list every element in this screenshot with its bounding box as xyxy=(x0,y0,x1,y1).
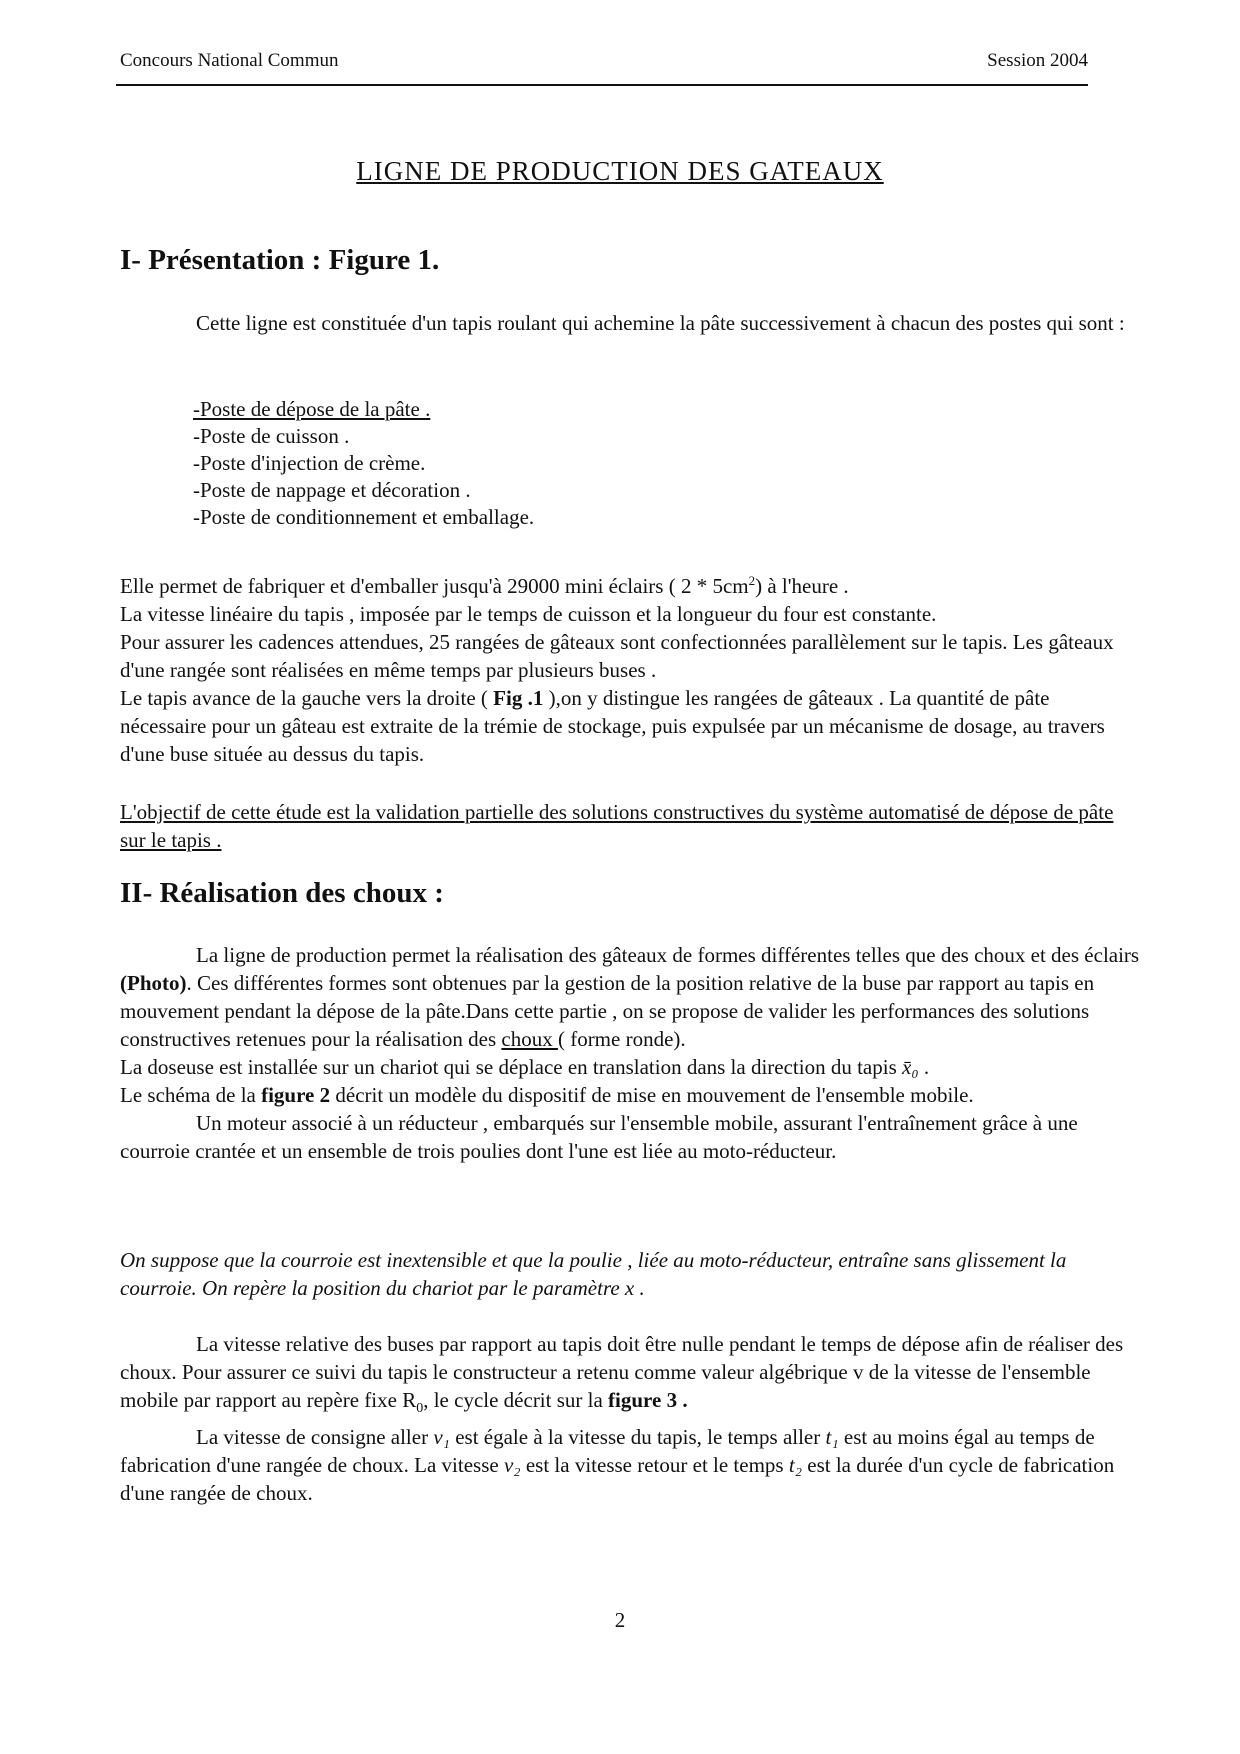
paragraph: Un moteur associé à un réducteur , embarqués sur l'ensemble mobile, assurant l'entraînement grâce à une courroie crantée et un ensemble de trois poulies dont l'une est liée au moto-réducteur. xyxy=(120,1111,1078,1163)
paragraph: La doseuse est installée sur un chariot qui se déplace en translation dans la direction du tapis x̄₀ . xyxy=(120,1055,930,1079)
list-item: -Poste de nappage et décoration . xyxy=(193,478,471,502)
paragraph: La vitesse linéaire du tapis , imposée par le temps de cuisson et la longueur du four est constante. xyxy=(120,602,937,626)
list-item: -Poste de conditionnement et emballage. xyxy=(193,505,535,529)
paragraph: La ligne de production permet la réalisation des gâteaux de formes différentes telles que des choux et des éclairs (Photo). Ces différentes formes sont obtenues par la gestion de la position relative de la buse par rapport au tapis en mouvement pendant la dépose de la pâte.Dans cette partie , on se propose de valider les performances des solutions constructives retenues pour la réalisation des choux ( forme ronde). xyxy=(120,943,1140,1051)
paragraph: La vitesse relative des buses par rapport au tapis doit être nulle pendant le temps de dépose afin de réaliser des choux. Pour assurer ce suivi du tapis le constructeur a retenu comme valeur algébrique v de la vitesse de l'ensemble mobile par rapport au repère fixe $R_0$, le cycle décrit sur la figure 3 . xyxy=(120,1332,1124,1417)
paragraph: Elle permet de fabriquer et d'emballer jusqu'à 29000 mini éclairs ( $2 * 5cm^2$) à l'heure . xyxy=(120,573,849,598)
section1-body xyxy=(120,567,1140,768)
section1-intro: Cette ligne est constituée d'un tapis roulant qui achemine la pâte successivement à chacun des postes qui sont : xyxy=(196,311,1125,335)
list-item: -Poste de cuisson . xyxy=(193,424,350,448)
section2-body-2 xyxy=(120,1330,1140,1507)
post-list xyxy=(193,396,534,531)
paragraph: Pour assurer les cadences attendues, 25 rangées de gâteaux sont confectionnées parallèlement sur le tapis. Les gâteaux d'une rangée sont réalisées en même temps par plusieurs buses . xyxy=(120,630,1114,682)
header-rule xyxy=(116,84,1088,86)
italic-assumption: On suppose que la courroie est inextensible et que la poulie , liée au moto-réducteur, entraîne sans glissement la courroie. On repère la position du chariot par le paramètre x . xyxy=(120,1248,1067,1300)
section1-heading: I- Présentation : Figure 1. xyxy=(120,244,440,276)
page-title: LIGNE DE PRODUCTION DES GATEAUX xyxy=(356,156,884,186)
list-item: -Poste de dépose de la pâte . xyxy=(193,397,431,421)
page-number: 2 xyxy=(614,1608,626,1632)
paragraph: Le schéma de la figure 2 décrit un modèle du dispositif de mise en mouvement de l'ensemble mobile. xyxy=(120,1083,974,1107)
section2-heading: II- Réalisation des choux : xyxy=(120,877,444,909)
list-item: -Poste d'injection de crème. xyxy=(193,451,426,475)
section2-body xyxy=(120,941,1140,1165)
objective-statement: L'objectif de cette étude est la validation partielle des solutions constructives du système automatisé de dépose de pâte sur le tapis . xyxy=(120,800,1114,852)
paragraph: Le tapis avance de la gauche vers la droite ( Fig .1 ),on y distingue les rangées de gâteaux . La quantité de pâte nécessaire pour un gâteau est extraite de la trémie de stockage, puis expulsée par un mécanisme de dosage, au travers d'une buse située au dessus du tapis. xyxy=(120,686,1105,766)
header-right: Session 2004 xyxy=(987,50,1088,71)
paragraph: La vitesse de consigne aller v₁ est égale à la vitesse du tapis, le temps aller t₁ est au moins égal au temps de fabrication d'une rangée de choux. La vitesse v₂ est la vitesse retour et le temps t₂ est la durée d'un cycle de fabrication d'une rangée de choux. xyxy=(120,1425,1115,1506)
header-left: Concours National Commun xyxy=(120,50,339,71)
